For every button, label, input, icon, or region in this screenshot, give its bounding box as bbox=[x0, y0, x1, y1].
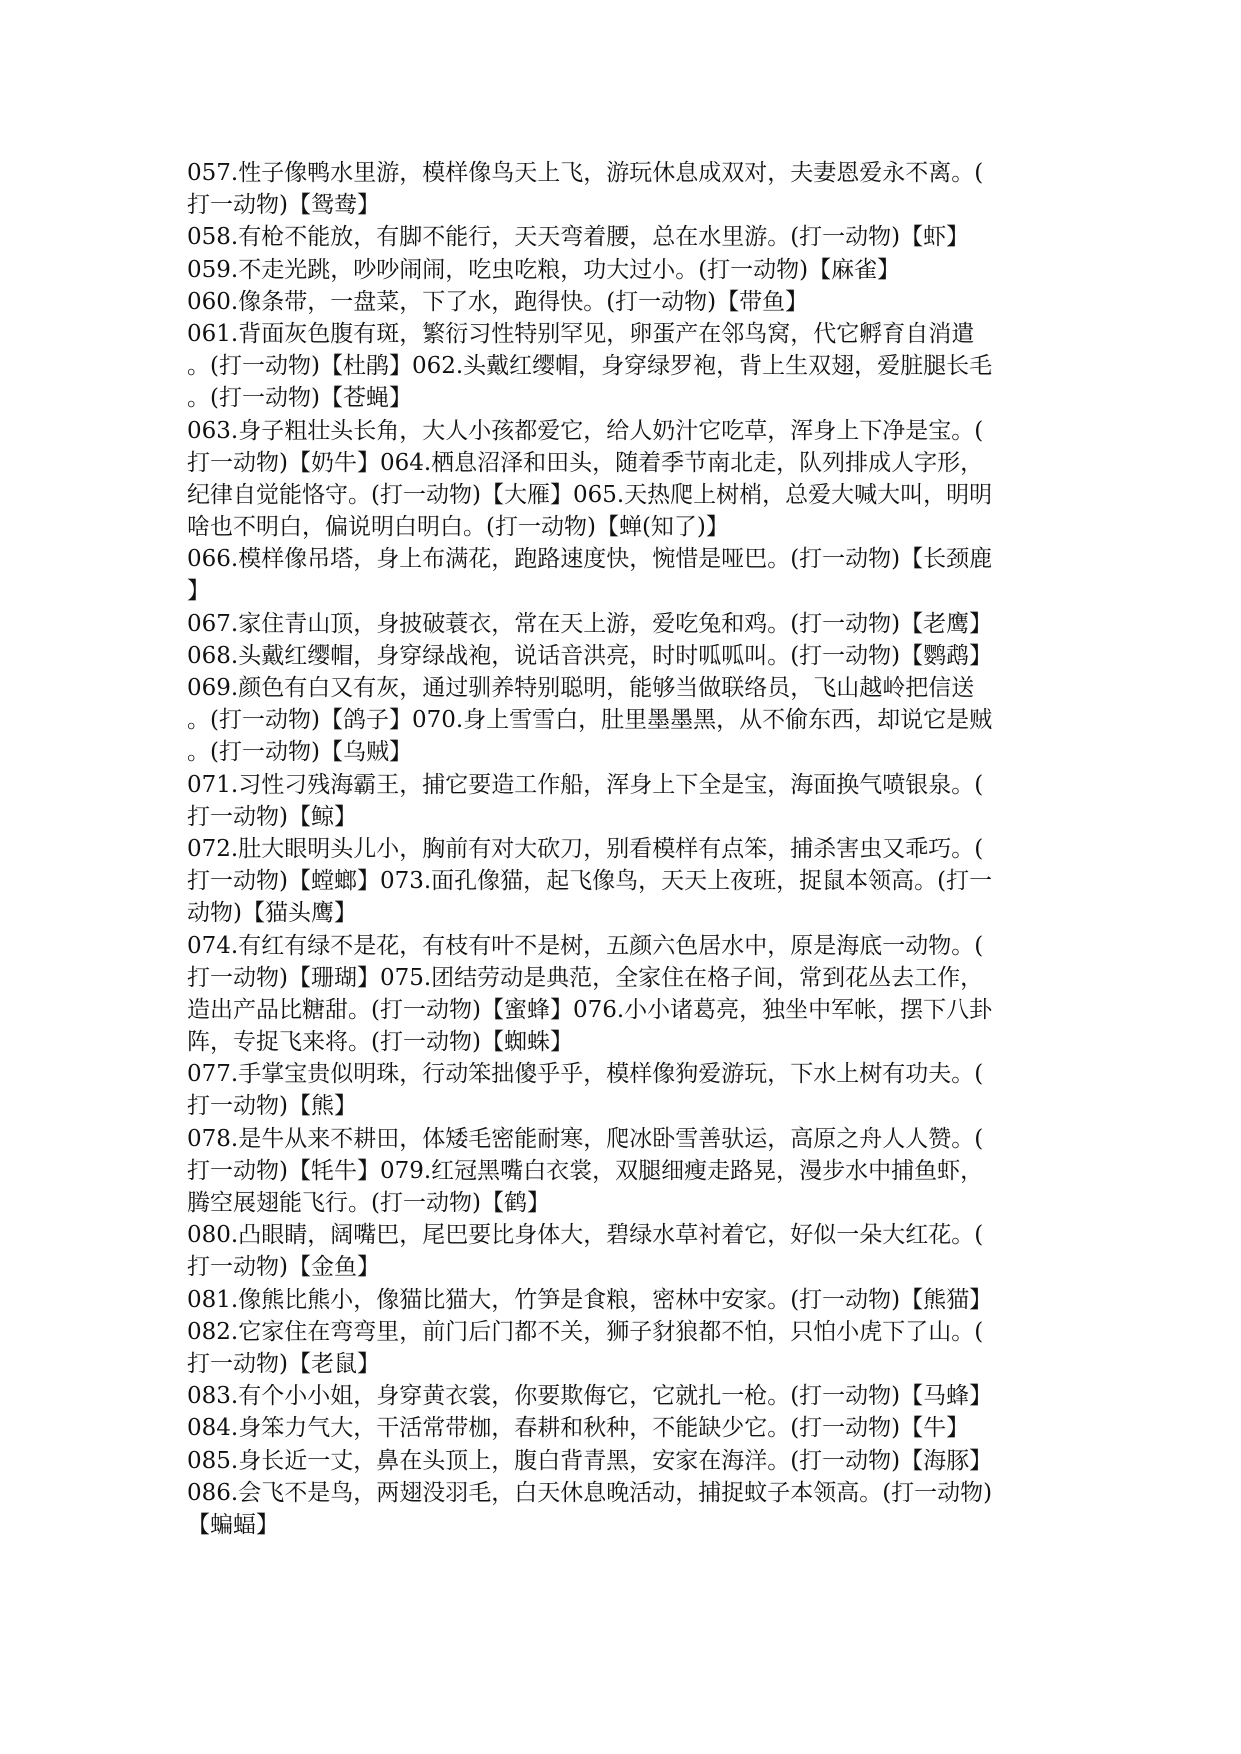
document-page bbox=[187, 157, 1057, 1541]
text-line: 067.家住青山顶，身披破蓑衣，常在天上游，爱吃兔和鸡。(打一动物)【老鹰】 bbox=[187, 610, 993, 637]
text-line: 。(打一动物)【杜鹃】062.头戴红缨帽，身穿绿罗袍，背上生双翅，爱脏腿长毛 bbox=[187, 353, 993, 380]
text-line: 085.身长近一丈，鼻在头顶上，腹白背青黑，安家在海洋。(打一动物)【海豚】 bbox=[187, 1447, 993, 1474]
text-line: 打一动物)【熊】 bbox=[187, 1093, 357, 1120]
text-line: 078.是牛从来不耕田，体矮毛密能耐寒，爬冰卧雪善驮运，高原之舟人人赞。( bbox=[187, 1125, 984, 1152]
text-line: 打一动物)【鸳鸯】 bbox=[187, 192, 380, 219]
text-line: 074.有红有绿不是花，有枝有叶不是树，五颜六色居水中，原是海底一动物。( bbox=[187, 932, 984, 959]
text-line: 。(打一动物)【苍蝇】 bbox=[187, 385, 412, 412]
text-line: 腾空展翅能飞行。(打一动物)【鹤】 bbox=[187, 1190, 550, 1216]
text-line: 057.性子像鸭水里游，模样像鸟天上飞，游玩休息成双对，夫妻恩爱永不离。( bbox=[187, 160, 984, 186]
text-line: 动物)【猫头鹰】 bbox=[187, 900, 357, 927]
text-line: 打一动物)【牦牛】079.红冠黑嘴白衣裳，双腿细瘦走路晃，漫步水中捕鱼虾， bbox=[187, 1157, 984, 1184]
text-line: 】 bbox=[187, 578, 210, 605]
text-line: 阵，专捉飞来将。(打一动物)【蜘蛛】 bbox=[187, 1029, 573, 1056]
text-line: 造出产品比糖甜。(打一动物)【蜜蜂】076.小小诸葛亮，独坐中军帐，摆下八卦 bbox=[187, 996, 993, 1023]
text-line: 083.有个小小姐，身穿黄衣裳，你要欺侮它，它就扎一枪。(打一动物)【马蜂】 bbox=[187, 1383, 993, 1410]
text-line: 068.头戴红缨帽，身穿绿战袍，说话音洪亮，时时呱呱叫。(打一动物)【鹦鹉】 bbox=[187, 642, 993, 669]
text-line: 059.不走光跳，吵吵闹闹，吃虫吃粮，功大过小。(打一动物)【麻雀】 bbox=[187, 256, 901, 283]
text-line: 。(打一动物)【乌贼】 bbox=[187, 739, 412, 766]
text-line: 啥也不明白，偏说明白明白。(打一动物)【蝉(知了)】 bbox=[187, 514, 729, 541]
text-line: 077.手掌宝贵似明珠，行动笨拙傻乎乎，模样像狗爱游玩，下水上树有功夫。( bbox=[187, 1061, 984, 1088]
text-line: 打一动物)【金鱼】 bbox=[187, 1254, 380, 1281]
text-line: 071.习性刁残海霸王，捕它要造工作船，浑身上下全是宝，海面换气喷银泉。( bbox=[187, 771, 984, 798]
text-line: 080.凸眼睛，阔嘴巴，尾巴要比身体大，碧绿水草衬着它，好似一朵大红花。( bbox=[187, 1222, 984, 1249]
text-line: 084.身笨力气大，干活常带枷，春耕和秋种，不能缺少它。(打一动物)【牛】 bbox=[187, 1415, 970, 1442]
text-line: 打一动物)【鲸】 bbox=[187, 803, 357, 830]
text-line: 072.肚大眼明头儿小，胸前有对大砍刀，别看模样有点笨，捕杀害虫又乖巧。( bbox=[187, 835, 984, 862]
text-line: 打一动物)【珊瑚】075.团结劳动是典范，全家住在格子间，常到花丛去工作， bbox=[187, 964, 984, 991]
text-line: 069.颜色有白又有灰，通过驯养特别聪明，能够当做联络员，飞山越岭把信送 bbox=[187, 675, 975, 701]
text-line: 纪律自觉能恪守。(打一动物)【大雁】065.天热爬上树梢，总爱大喊大叫，明明 bbox=[187, 481, 993, 508]
text-line: 082.它家住在弯弯里，前门后门都不关，狮子豺狼都不怕，只怕小虎下了山。( bbox=[187, 1318, 984, 1345]
text-line: 打一动物)【螳螂】073.面孔像猫，起飞像鸟，天天上夜班，捉鼠本领高。(打一 bbox=[187, 868, 993, 895]
text-line: 086.会飞不是鸟，两翅没羽毛，白天休息晚活动，捕捉蚊子本领高。(打一动物) bbox=[187, 1479, 993, 1506]
text-line: 066.模样像吊塔，身上布满花，跑路速度快，惋惜是哑巴。(打一动物)【长颈鹿 bbox=[187, 546, 993, 573]
text-line: 058.有枪不能放，有脚不能行，天天弯着腰，总在水里游。(打一动物)【虾】 bbox=[187, 224, 970, 251]
text-line: 060.像条带，一盘菜，下了水，跑得快。(打一动物)【带鱼】 bbox=[187, 288, 809, 315]
text-line: 【蝙蝠】 bbox=[187, 1511, 279, 1538]
text-line: 063.身子粗壮头长角，大人小孩都爱它，给人奶汁它吃草，浑身上下净是宝。( bbox=[187, 417, 984, 444]
text-line: 081.像熊比熊小，像猫比猫大，竹笋是食粮，密林中安家。(打一动物)【熊猫】 bbox=[187, 1286, 993, 1313]
text-line: 061.背面灰色腹有斑，繁衍习性特别罕见，卵蛋产在邻鸟窝，代它孵育自消遣 bbox=[187, 320, 975, 347]
text-line: 。(打一动物)【鸽子】070.身上雪雪白，肚里墨墨黑，从不偷东西，却说它是贼 bbox=[187, 707, 993, 734]
text-line: 打一动物)【奶牛】064.栖息沼泽和田头，随着季节南北走，队列排成人字形， bbox=[187, 449, 984, 476]
text-line: 打一动物)【老鼠】 bbox=[187, 1350, 380, 1377]
